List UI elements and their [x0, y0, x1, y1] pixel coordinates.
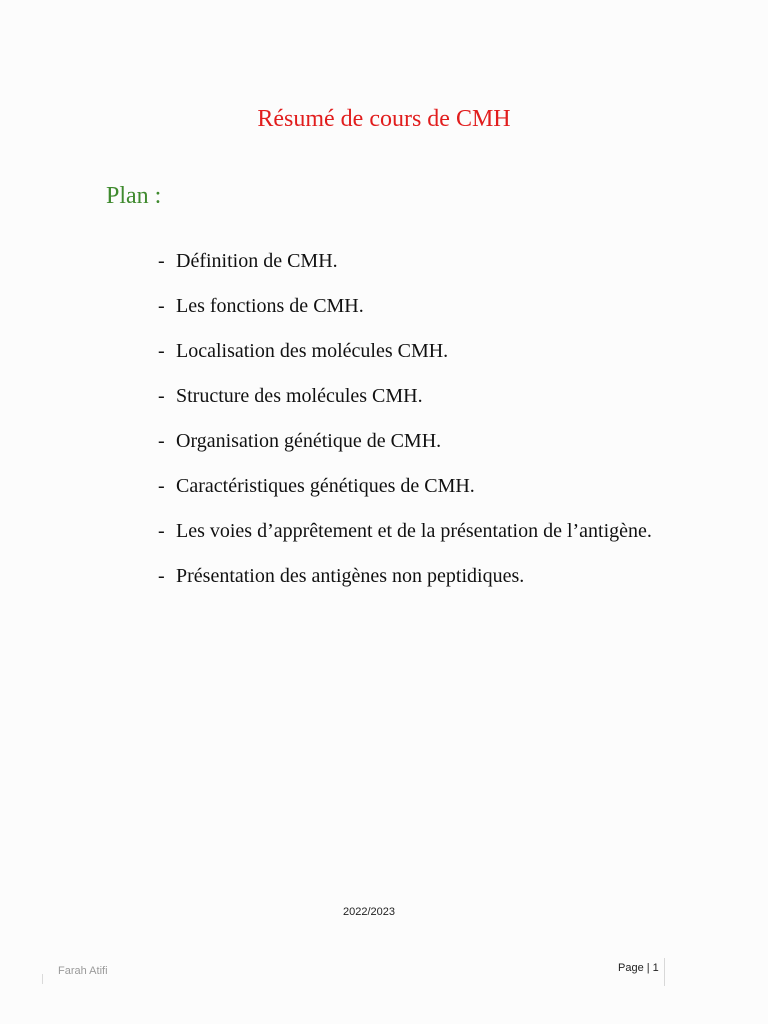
plan-item-text: Localisation des molécules CMH. [176, 340, 449, 362]
footer-left-tick [42, 974, 43, 984]
plan-item [158, 424, 663, 459]
list-dash: - [158, 430, 165, 452]
footer-author: Farah Atifi [58, 965, 108, 977]
plan-item-text: Les voies d’apprêtement et de la présentation de l’antigène. [176, 520, 652, 542]
plan-item-text: Caractéristiques génétiques de CMH. [176, 475, 475, 497]
list-dash: - [158, 475, 165, 497]
plan-heading: Plan : [106, 183, 162, 209]
plan-item-text: Les fonctions de CMH. [176, 295, 364, 317]
academic-year: 2022/2023 [343, 906, 395, 918]
plan-item [158, 289, 663, 324]
plan-item [158, 334, 663, 369]
plan-item [158, 559, 663, 594]
list-dash: - [158, 385, 165, 407]
plan-list [158, 244, 663, 604]
plan-item [158, 379, 663, 414]
plan-item-text: Définition de CMH. [176, 250, 338, 272]
plan-item [158, 244, 663, 279]
plan-item [158, 514, 663, 549]
list-dash: - [158, 340, 165, 362]
page-number: Page | 1 [618, 962, 659, 974]
plan-item-text: Présentation des antigènes non peptidiques. [176, 565, 525, 587]
document-title: Résumé de cours de CMH [257, 106, 511, 132]
plan-item-text: Organisation génétique de CMH. [176, 430, 442, 452]
plan-item [158, 469, 663, 504]
list-dash: - [158, 295, 165, 317]
footer-rule [664, 958, 665, 986]
list-dash: - [158, 565, 165, 587]
list-dash: - [158, 520, 165, 542]
plan-item-text: Structure des molécules CMH. [176, 385, 423, 407]
list-dash: - [158, 250, 165, 272]
